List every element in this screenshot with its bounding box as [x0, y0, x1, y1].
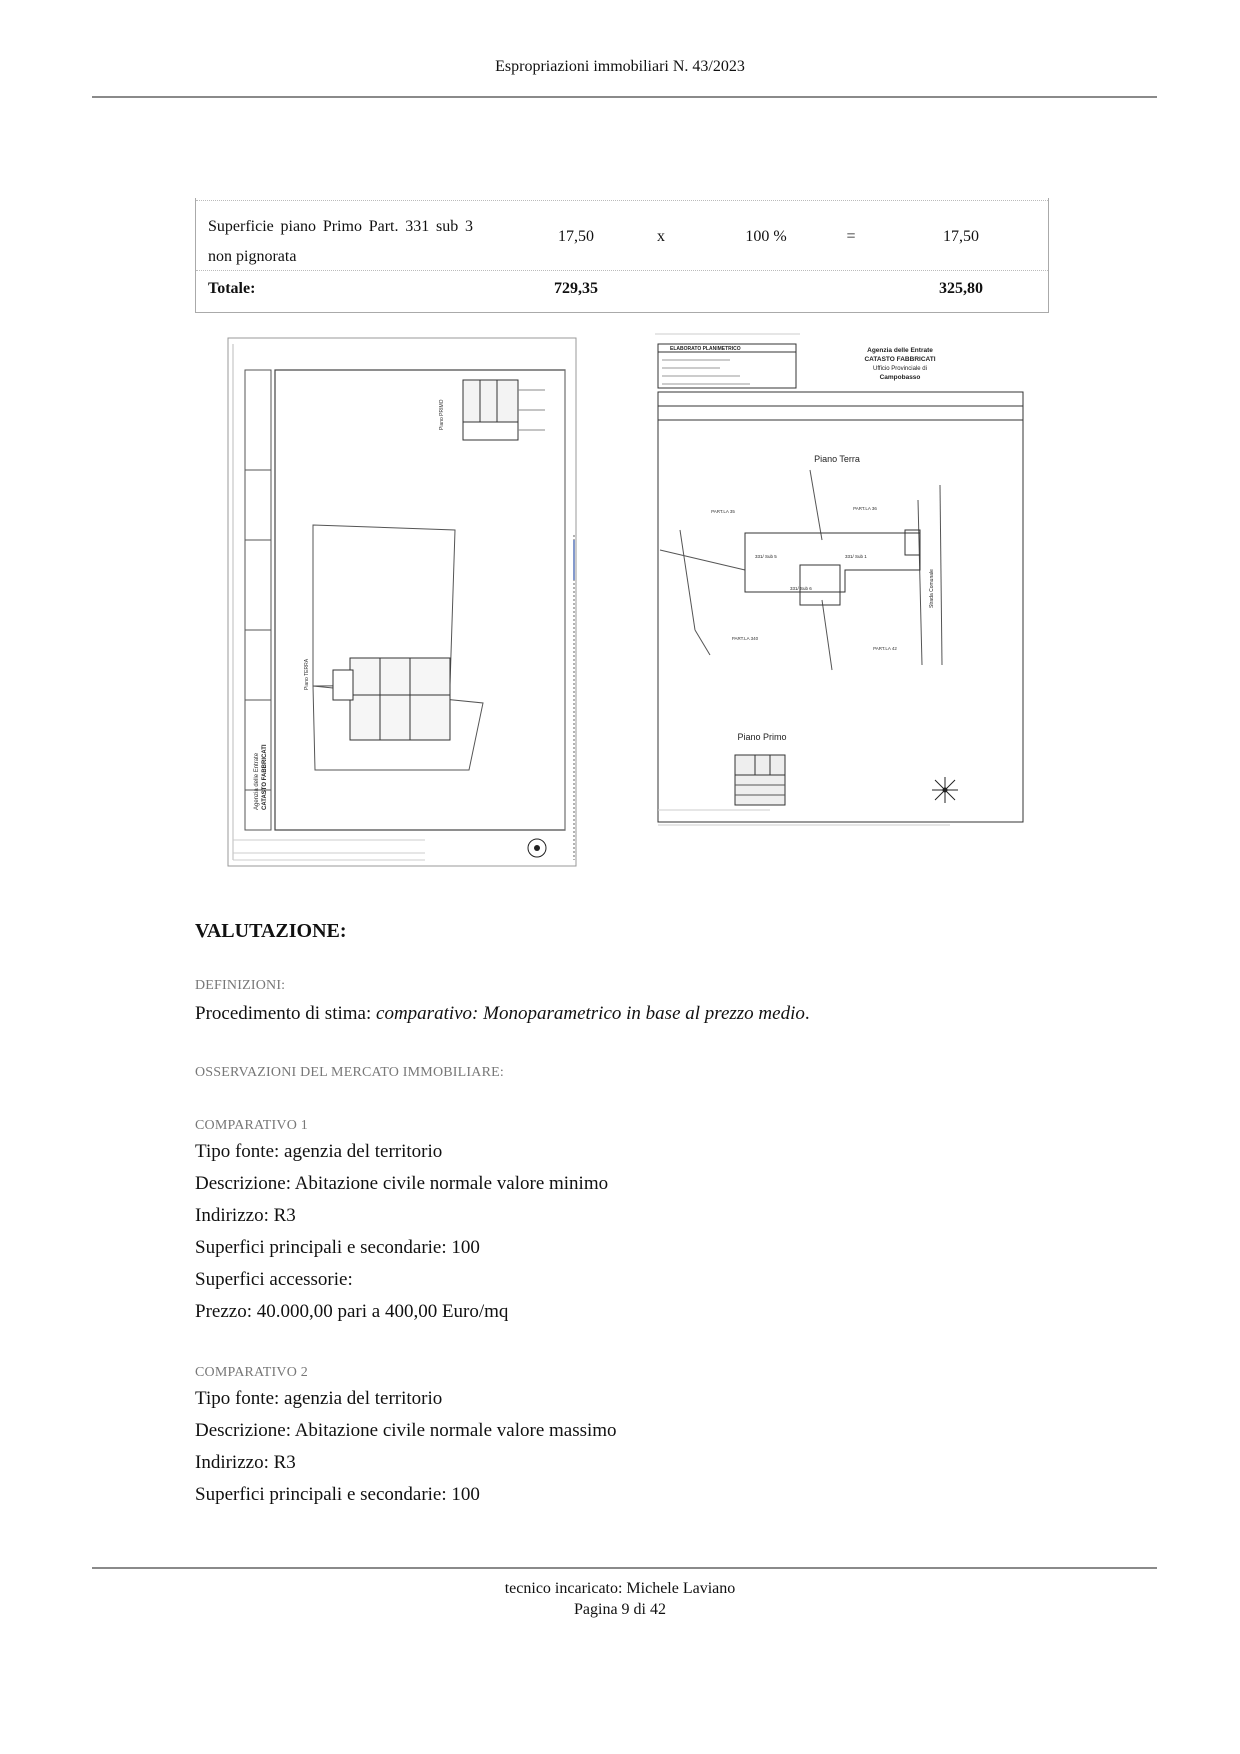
- right-plan-piano-terra: Piano Terra: [814, 454, 860, 464]
- left-plan-agency-2: CATASTO FABBRICATI: [262, 744, 268, 810]
- footer-divider: [92, 1567, 1157, 1569]
- row-result: 17,50: [943, 228, 979, 245]
- comparativo-1-label: COMPARATIVO 1: [195, 1118, 308, 1133]
- right-plan-agency-3: Ufficio Provinciale di: [873, 366, 927, 372]
- comparativo-1-superfici-accessorie: Superfici accessorie:: [195, 1269, 353, 1290]
- procedimento-prefix: Procedimento di stima:: [195, 1003, 377, 1024]
- right-plan-sub5: 331/ Sub 5: [755, 554, 777, 559]
- left-plan-piano-terra: Piano TERRA: [304, 658, 310, 690]
- right-plan-part-340: PART.LA 340: [731, 636, 759, 641]
- section-title: VALUTAZIONE:: [195, 920, 347, 942]
- comparativo-2-tipo-fonte: Tipo fonte: agenzia del territorio: [195, 1388, 443, 1409]
- right-plan-elaborato: ELABORATO PLANIMETRICO: [670, 346, 741, 352]
- row-equals-sign: =: [846, 228, 856, 245]
- total-label: Totale:: [208, 280, 256, 297]
- comparativo-1-tipo-fonte: Tipo fonte: agenzia del territorio: [195, 1141, 443, 1162]
- floor-plan-right: [650, 330, 1030, 830]
- total-result: 325,80: [939, 280, 983, 297]
- total-superficie: 729,35: [554, 280, 598, 297]
- footer-page-number: Pagina 9 di 42: [574, 1601, 666, 1618]
- north-arrow-icon: [932, 777, 958, 803]
- left-plan-piano-primo: Piano PRIMO: [439, 399, 445, 430]
- left-plan-agency-1: Agenzia delle Entrate: [254, 752, 260, 810]
- header-divider: [92, 96, 1157, 98]
- right-plan-sub1: 331/ Sub 1: [845, 554, 867, 559]
- right-plan-sub6: 331/ Sub 6: [790, 586, 812, 591]
- table-total-row: [196, 280, 1048, 310]
- floor-plan-left: [225, 330, 585, 880]
- floor-plans: [195, 330, 1047, 885]
- table-row-divider: [196, 200, 1048, 201]
- right-plan-agency-1: Agenzia delle Entrate: [867, 347, 933, 354]
- comparativo-2-label: COMPARATIVO 2: [195, 1365, 308, 1380]
- comparativo-1-indirizzo: Indirizzo: R3: [195, 1205, 296, 1226]
- procedimento-suffix: .: [804, 1003, 810, 1024]
- right-plan-agency-4: Campobasso: [879, 374, 921, 381]
- comparativo-1-superfici-principali: Superfici principali e secondarie: 100: [195, 1237, 480, 1258]
- table-row-divider: [196, 270, 1048, 271]
- comparativo-1-prezzo: Prezzo: 40.000,00 pari a 400,00 Euro/mq: [195, 1301, 509, 1322]
- row-description: Superficie piano Primo Part. 331 sub 3 non pignorata: [208, 218, 473, 265]
- definizioni-label: DEFINIZIONI:: [195, 978, 286, 993]
- surface-table: [195, 198, 1049, 313]
- row-superficie: 17,50: [558, 228, 594, 245]
- footer-tecnico: tecnico incaricato: Michele Laviano: [504, 1580, 736, 1597]
- row-percent: 100 %: [745, 228, 787, 245]
- right-plan-piano-primo: Piano Primo: [737, 732, 787, 742]
- right-plan-strada: Strada Comunale: [929, 569, 935, 608]
- right-plan-part-35: PART.LA 35: [711, 509, 735, 514]
- procedimento-value: comparativo: Monoparametrico in base al prezzo medio: [376, 1003, 805, 1024]
- right-plan-part-36: PART.LA 36: [853, 506, 877, 511]
- osservazioni-label: OSSERVAZIONI DEL MERCATO IMMOBILIARE:: [195, 1065, 504, 1080]
- procedimento-line: [195, 1003, 810, 1025]
- right-plan-agency-2: CATASTO FABBRICATI: [864, 356, 936, 363]
- page-header: Espropriazioni immobiliari N. 43/2023: [495, 58, 745, 75]
- row-times-sign: x: [657, 228, 665, 245]
- table-row: [196, 212, 1048, 274]
- right-plan-part-42: PART.LA 42: [873, 646, 897, 651]
- comparativo-2-superfici-principali: Superfici principali e secondarie: 100: [195, 1484, 480, 1505]
- comparativo-2-indirizzo: Indirizzo: R3: [195, 1452, 296, 1473]
- comparativo-2-descrizione: Descrizione: Abitazione civile normale valore massimo: [195, 1420, 617, 1441]
- comparativo-1-descrizione: Descrizione: Abitazione civile normale valore minimo: [195, 1173, 609, 1194]
